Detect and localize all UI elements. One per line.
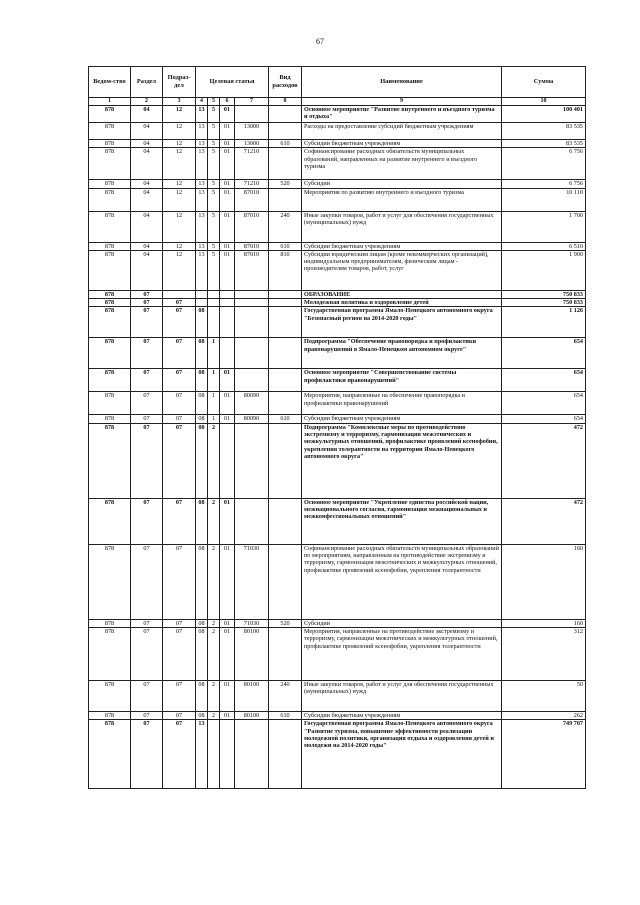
event-code-cell: 01 bbox=[220, 140, 235, 148]
expense-type-cell bbox=[269, 544, 302, 619]
program-code-cell: 13 bbox=[196, 180, 208, 188]
name-cell: Субсидии юридическим лицам (кроме некоммерческих организаций), индивидуальным предпринимателям, физическим лицам - производителям товаров, работ, услуг bbox=[302, 250, 502, 290]
section-cell: 04 bbox=[131, 180, 163, 188]
name-cell: Субсидии бюджетным учреждениям bbox=[302, 140, 502, 148]
subsection-cell: 07 bbox=[163, 544, 196, 619]
expense-type-cell: 810 bbox=[269, 250, 302, 290]
direction-code-cell bbox=[235, 720, 269, 789]
department-cell: 878 bbox=[89, 415, 131, 423]
direction-code-cell: 80100 bbox=[235, 628, 269, 681]
sum-cell: 472 bbox=[502, 423, 586, 498]
column-number-row bbox=[89, 98, 586, 106]
program-code-cell: 08 bbox=[196, 628, 208, 681]
table-row bbox=[89, 250, 586, 290]
expense-type-cell bbox=[269, 720, 302, 789]
name-cell: Иные закупки товаров, работ и услуг для обеспечения государственных (муниципальных) нужд bbox=[302, 211, 502, 242]
department-cell: 878 bbox=[89, 423, 131, 498]
department-cell: 878 bbox=[89, 250, 131, 290]
subprogram-code-cell bbox=[208, 299, 220, 307]
department-cell: 878 bbox=[89, 392, 131, 415]
direction-code-cell bbox=[235, 338, 269, 369]
header-subsection: Подраз-дел bbox=[163, 67, 196, 98]
subprogram-code-cell: 2 bbox=[208, 544, 220, 619]
event-code-cell: 01 bbox=[220, 106, 235, 123]
department-cell: 878 bbox=[89, 369, 131, 392]
table-row bbox=[89, 188, 586, 211]
direction-code-cell: 80090 bbox=[235, 392, 269, 415]
sum-cell: 654 bbox=[502, 369, 586, 392]
column-number: 5 bbox=[208, 98, 220, 106]
table-row bbox=[89, 392, 586, 415]
event-code-cell bbox=[220, 299, 235, 307]
subsection-cell: 07 bbox=[163, 423, 196, 498]
table-row bbox=[89, 544, 586, 619]
expense-type-cell bbox=[269, 628, 302, 681]
program-code-cell: 13 bbox=[196, 123, 208, 140]
subsection-cell: 07 bbox=[163, 392, 196, 415]
program-code-cell: 13 bbox=[196, 720, 208, 789]
subsection-cell: 12 bbox=[163, 242, 196, 250]
page-number: 67 bbox=[316, 37, 324, 46]
direction-code-cell: 71210 bbox=[235, 180, 269, 188]
expense-type-cell: 610 bbox=[269, 242, 302, 250]
column-number: 4 bbox=[196, 98, 208, 106]
subprogram-code-cell: 1 bbox=[208, 415, 220, 423]
table-row bbox=[89, 338, 586, 369]
event-code-cell: 01 bbox=[220, 392, 235, 415]
direction-code-cell: 80090 bbox=[235, 415, 269, 423]
subprogram-code-cell: 5 bbox=[208, 106, 220, 123]
name-cell: Субсидии бюджетным учреждениям bbox=[302, 712, 502, 720]
name-cell: Основное мероприятие "Укрепление единства российской нации, межнационального согласия, гармонизация межнациональных и межконфессиональных отношений" bbox=[302, 498, 502, 544]
section-cell: 07 bbox=[131, 619, 163, 627]
budget-table bbox=[88, 66, 586, 789]
program-code-cell bbox=[196, 290, 208, 298]
name-cell: Подпрограмма "Комплексные меры по противодействию экстремизму и терроризму, гармонизация межэтнических и межкультурных отношений, профилактике проявлений ксенофобии, укрепления толерантности на территории Ямало-Ненецкого автономного округа" bbox=[302, 423, 502, 498]
department-cell: 878 bbox=[89, 188, 131, 211]
direction-code-cell: 13000 bbox=[235, 140, 269, 148]
section-cell: 07 bbox=[131, 307, 163, 338]
sum-cell: 654 bbox=[502, 415, 586, 423]
section-cell: 04 bbox=[131, 123, 163, 140]
program-code-cell: 13 bbox=[196, 140, 208, 148]
department-cell: 878 bbox=[89, 544, 131, 619]
section-cell: 07 bbox=[131, 369, 163, 392]
direction-code-cell: 80100 bbox=[235, 712, 269, 720]
section-cell: 04 bbox=[131, 188, 163, 211]
name-cell: Субсидии бюджетным учреждениям bbox=[302, 242, 502, 250]
column-number: 6 bbox=[220, 98, 235, 106]
table-row bbox=[89, 299, 586, 307]
subsection-cell: 07 bbox=[163, 681, 196, 712]
event-code-cell: 01 bbox=[220, 123, 235, 140]
expense-type-cell: 240 bbox=[269, 211, 302, 242]
subsection-cell: 12 bbox=[163, 180, 196, 188]
name-cell: Молодежная политика и оздоровление детей bbox=[302, 299, 502, 307]
department-cell: 878 bbox=[89, 307, 131, 338]
name-cell: Софинансирование расходных обязательств муниципальных образований, направленных на развитие внутреннего и въездного туризма bbox=[302, 148, 502, 180]
table-row bbox=[89, 123, 586, 140]
program-code-cell: 08 bbox=[196, 415, 208, 423]
name-cell: Подпрограмма "Обеспечение правопорядка и профилактики правонарушений в Ямало-Ненецком автономном округе" bbox=[302, 338, 502, 369]
subsection-cell: 12 bbox=[163, 123, 196, 140]
event-code-cell bbox=[220, 338, 235, 369]
table-row bbox=[89, 369, 586, 392]
subprogram-code-cell: 2 bbox=[208, 423, 220, 498]
table-row bbox=[89, 681, 586, 712]
name-cell: Государственная программа Ямало-Ненецкого автономного округа "Безопасный регион на 2014-2020 годы" bbox=[302, 307, 502, 338]
program-code-cell: 13 bbox=[196, 250, 208, 290]
subsection-cell bbox=[163, 290, 196, 298]
subprogram-code-cell: 2 bbox=[208, 681, 220, 712]
section-cell: 07 bbox=[131, 415, 163, 423]
sum-cell: 83 535 bbox=[502, 140, 586, 148]
name-cell: Мероприятия, направленные на противодействие экстремизму и терроризму, гармонизации межэтнических и межкультурных отношений, профилактике проявлений ксенофобии, укрепления толерантности bbox=[302, 628, 502, 681]
direction-code-cell: 87010 bbox=[235, 188, 269, 211]
sum-cell: 83 535 bbox=[502, 123, 586, 140]
name-cell: Основное мероприятие "Развитие внутреннего и въездного туризма и отдыха" bbox=[302, 106, 502, 123]
subprogram-code-cell: 5 bbox=[208, 242, 220, 250]
event-code-cell: 01 bbox=[220, 250, 235, 290]
subsection-cell: 07 bbox=[163, 712, 196, 720]
event-code-cell: 01 bbox=[220, 211, 235, 242]
subprogram-code-cell: 1 bbox=[208, 369, 220, 392]
program-code-cell: 13 bbox=[196, 242, 208, 250]
name-cell: Основное мероприятие "Совершенствование системы профилактики правонарушений" bbox=[302, 369, 502, 392]
name-cell: Субсидии бюджетным учреждениям bbox=[302, 415, 502, 423]
program-code-cell: 13 bbox=[196, 188, 208, 211]
table-row bbox=[89, 415, 586, 423]
table-row bbox=[89, 307, 586, 338]
subprogram-code-cell: 5 bbox=[208, 250, 220, 290]
table-body bbox=[89, 106, 586, 789]
department-cell: 878 bbox=[89, 211, 131, 242]
section-cell: 04 bbox=[131, 211, 163, 242]
department-cell: 878 bbox=[89, 681, 131, 712]
header-name: Наименование bbox=[302, 67, 502, 98]
name-cell: Расходы на предоставление субсидий бюджетным учреждениям bbox=[302, 123, 502, 140]
event-code-cell: 01 bbox=[220, 415, 235, 423]
section-cell: 07 bbox=[131, 498, 163, 544]
expense-type-cell bbox=[269, 369, 302, 392]
department-cell: 878 bbox=[89, 123, 131, 140]
direction-code-cell: 71030 bbox=[235, 619, 269, 627]
table-header-row bbox=[89, 67, 586, 98]
subsection-cell: 12 bbox=[163, 188, 196, 211]
table-row bbox=[89, 106, 586, 123]
expense-type-cell: 240 bbox=[269, 681, 302, 712]
event-code-cell: 01 bbox=[220, 619, 235, 627]
header-sum: Сумма bbox=[502, 67, 586, 98]
expense-type-cell: 520 bbox=[269, 619, 302, 627]
direction-code-cell: 87010 bbox=[235, 211, 269, 242]
expense-type-cell bbox=[269, 123, 302, 140]
program-code-cell: 08 bbox=[196, 498, 208, 544]
subsection-cell: 07 bbox=[163, 720, 196, 789]
expense-type-cell: 610 bbox=[269, 712, 302, 720]
subsection-cell: 07 bbox=[163, 415, 196, 423]
direction-code-cell: 71030 bbox=[235, 544, 269, 619]
department-cell: 878 bbox=[89, 140, 131, 148]
subprogram-code-cell: 5 bbox=[208, 148, 220, 180]
subprogram-code-cell: 5 bbox=[208, 180, 220, 188]
table-row bbox=[89, 628, 586, 681]
direction-code-cell bbox=[235, 423, 269, 498]
direction-code-cell bbox=[235, 369, 269, 392]
expense-type-cell: 610 bbox=[269, 140, 302, 148]
header-target-article: Целевая статья bbox=[196, 67, 269, 98]
program-code-cell: 08 bbox=[196, 544, 208, 619]
expense-type-cell bbox=[269, 290, 302, 298]
sum-cell: 1 700 bbox=[502, 211, 586, 242]
sum-cell: 100 401 bbox=[502, 106, 586, 123]
event-code-cell bbox=[220, 720, 235, 789]
sum-cell: 160 bbox=[502, 619, 586, 627]
subsection-cell: 07 bbox=[163, 369, 196, 392]
expense-type-cell bbox=[269, 106, 302, 123]
sum-cell: 749 707 bbox=[502, 720, 586, 789]
subprogram-code-cell bbox=[208, 290, 220, 298]
event-code-cell: 01 bbox=[220, 712, 235, 720]
table-row bbox=[89, 423, 586, 498]
subsection-cell: 12 bbox=[163, 250, 196, 290]
program-code-cell: 08 bbox=[196, 681, 208, 712]
event-code-cell bbox=[220, 307, 235, 338]
department-cell: 878 bbox=[89, 106, 131, 123]
header-expense-type: Вид расходов bbox=[269, 67, 302, 98]
name-cell: Субсидии bbox=[302, 180, 502, 188]
column-number: 3 bbox=[163, 98, 196, 106]
program-code-cell: 13 bbox=[196, 106, 208, 123]
sum-cell: 6 510 bbox=[502, 242, 586, 250]
event-code-cell: 01 bbox=[220, 544, 235, 619]
direction-code-cell bbox=[235, 307, 269, 338]
event-code-cell bbox=[220, 423, 235, 498]
column-number: 2 bbox=[131, 98, 163, 106]
subsection-cell: 07 bbox=[163, 619, 196, 627]
name-cell: Мероприятия, направленные на обеспечение правопорядка и профилактики правонарушений bbox=[302, 392, 502, 415]
column-number: 10 bbox=[502, 98, 586, 106]
direction-code-cell bbox=[235, 290, 269, 298]
header-department: Ведом-ство bbox=[89, 67, 131, 98]
table-row bbox=[89, 720, 586, 789]
direction-code-cell: 80100 bbox=[235, 681, 269, 712]
column-number: 9 bbox=[302, 98, 502, 106]
event-code-cell: 01 bbox=[220, 180, 235, 188]
table-row bbox=[89, 148, 586, 180]
subsection-cell: 07 bbox=[163, 299, 196, 307]
sum-cell: 1 126 bbox=[502, 307, 586, 338]
section-cell: 07 bbox=[131, 290, 163, 298]
subprogram-code-cell: 5 bbox=[208, 140, 220, 148]
expense-type-cell bbox=[269, 423, 302, 498]
sum-cell: 750 833 bbox=[502, 290, 586, 298]
section-cell: 07 bbox=[131, 681, 163, 712]
subsection-cell: 07 bbox=[163, 338, 196, 369]
event-code-cell: 01 bbox=[220, 628, 235, 681]
section-cell: 07 bbox=[131, 628, 163, 681]
direction-code-cell: 87010 bbox=[235, 250, 269, 290]
sum-cell: 6 756 bbox=[502, 148, 586, 180]
event-code-cell: 01 bbox=[220, 148, 235, 180]
column-number: 1 bbox=[89, 98, 131, 106]
name-cell: Мероприятия по развитию внутреннего и въездного туризма bbox=[302, 188, 502, 211]
table-row bbox=[89, 712, 586, 720]
table-row bbox=[89, 242, 586, 250]
direction-code-cell: 71210 bbox=[235, 148, 269, 180]
expense-type-cell bbox=[269, 307, 302, 338]
department-cell: 878 bbox=[89, 628, 131, 681]
sum-cell: 750 833 bbox=[502, 299, 586, 307]
department-cell: 878 bbox=[89, 242, 131, 250]
department-cell: 878 bbox=[89, 148, 131, 180]
section-cell: 07 bbox=[131, 338, 163, 369]
department-cell: 878 bbox=[89, 619, 131, 627]
header-section: Раздел bbox=[131, 67, 163, 98]
subprogram-code-cell bbox=[208, 307, 220, 338]
section-cell: 07 bbox=[131, 299, 163, 307]
sum-cell: 50 bbox=[502, 681, 586, 712]
subprogram-code-cell: 2 bbox=[208, 498, 220, 544]
direction-code-cell bbox=[235, 498, 269, 544]
subsection-cell: 07 bbox=[163, 498, 196, 544]
column-number: 8 bbox=[269, 98, 302, 106]
program-code-cell: 08 bbox=[196, 307, 208, 338]
direction-code-cell: 13000 bbox=[235, 123, 269, 140]
department-cell: 878 bbox=[89, 299, 131, 307]
sum-cell: 1 900 bbox=[502, 250, 586, 290]
name-cell: ОБРАЗОВАНИЕ bbox=[302, 290, 502, 298]
section-cell: 04 bbox=[131, 140, 163, 148]
subprogram-code-cell: 2 bbox=[208, 712, 220, 720]
subprogram-code-cell: 2 bbox=[208, 619, 220, 627]
expense-type-cell bbox=[269, 498, 302, 544]
department-cell: 878 bbox=[89, 180, 131, 188]
name-cell: Субсидии bbox=[302, 619, 502, 627]
event-code-cell: 01 bbox=[220, 188, 235, 211]
department-cell: 878 bbox=[89, 498, 131, 544]
subsection-cell: 12 bbox=[163, 140, 196, 148]
section-cell: 07 bbox=[131, 423, 163, 498]
event-code-cell: 01 bbox=[220, 498, 235, 544]
program-code-cell: 08 bbox=[196, 423, 208, 498]
event-code-cell: 01 bbox=[220, 369, 235, 392]
subprogram-code-cell: 1 bbox=[208, 392, 220, 415]
subprogram-code-cell bbox=[208, 720, 220, 789]
program-code-cell: 13 bbox=[196, 211, 208, 242]
section-cell: 07 bbox=[131, 720, 163, 789]
table-row bbox=[89, 290, 586, 298]
sum-cell: 654 bbox=[502, 392, 586, 415]
section-cell: 07 bbox=[131, 712, 163, 720]
direction-code-cell bbox=[235, 106, 269, 123]
table-row bbox=[89, 180, 586, 188]
expense-type-cell bbox=[269, 148, 302, 180]
expense-type-cell bbox=[269, 338, 302, 369]
subprogram-code-cell: 5 bbox=[208, 123, 220, 140]
department-cell: 878 bbox=[89, 720, 131, 789]
program-code-cell bbox=[196, 299, 208, 307]
section-cell: 07 bbox=[131, 392, 163, 415]
program-code-cell: 08 bbox=[196, 619, 208, 627]
program-code-cell: 08 bbox=[196, 712, 208, 720]
subprogram-code-cell: 1 bbox=[208, 338, 220, 369]
direction-code-cell bbox=[235, 299, 269, 307]
sum-cell: 654 bbox=[502, 338, 586, 369]
section-cell: 04 bbox=[131, 106, 163, 123]
sum-cell: 472 bbox=[502, 498, 586, 544]
subsection-cell: 12 bbox=[163, 211, 196, 242]
event-code-cell: 01 bbox=[220, 242, 235, 250]
expense-type-cell bbox=[269, 392, 302, 415]
expense-type-cell bbox=[269, 299, 302, 307]
sum-cell: 312 bbox=[502, 628, 586, 681]
program-code-cell: 13 bbox=[196, 148, 208, 180]
section-cell: 07 bbox=[131, 544, 163, 619]
section-cell: 04 bbox=[131, 148, 163, 180]
table-row bbox=[89, 140, 586, 148]
program-code-cell: 08 bbox=[196, 369, 208, 392]
event-code-cell bbox=[220, 290, 235, 298]
name-cell: Иные закупки товаров, работ и услуг для обеспечения государственных (муниципальных) нужд bbox=[302, 681, 502, 712]
column-number: 7 bbox=[235, 98, 269, 106]
subsection-cell: 12 bbox=[163, 148, 196, 180]
event-code-cell: 01 bbox=[220, 681, 235, 712]
sum-cell: 160 bbox=[502, 544, 586, 619]
subprogram-code-cell: 5 bbox=[208, 188, 220, 211]
name-cell: Государственная программа Ямало-Ненецкого автономного округа "Развитие туризма, повышение эффективности реализации молодежной политики, организация отдыха и оздоровления детей и молодежи на 2014-2020 годы" bbox=[302, 720, 502, 789]
sum-cell: 6 756 bbox=[502, 180, 586, 188]
section-cell: 04 bbox=[131, 250, 163, 290]
subsection-cell: 12 bbox=[163, 106, 196, 123]
subprogram-code-cell: 2 bbox=[208, 628, 220, 681]
expense-type-cell: 610 bbox=[269, 415, 302, 423]
expense-type-cell: 520 bbox=[269, 180, 302, 188]
sum-cell: 10 110 bbox=[502, 188, 586, 211]
subsection-cell: 07 bbox=[163, 307, 196, 338]
department-cell: 878 bbox=[89, 712, 131, 720]
department-cell: 878 bbox=[89, 290, 131, 298]
expense-type-cell bbox=[269, 188, 302, 211]
sum-cell: 262 bbox=[502, 712, 586, 720]
program-code-cell: 08 bbox=[196, 392, 208, 415]
direction-code-cell: 87010 bbox=[235, 242, 269, 250]
subprogram-code-cell: 5 bbox=[208, 211, 220, 242]
table-row bbox=[89, 498, 586, 544]
table-row bbox=[89, 211, 586, 242]
department-cell: 878 bbox=[89, 338, 131, 369]
subsection-cell: 07 bbox=[163, 628, 196, 681]
section-cell: 04 bbox=[131, 242, 163, 250]
table-row bbox=[89, 619, 586, 627]
program-code-cell: 08 bbox=[196, 338, 208, 369]
name-cell: Софинансирование расходных обязательств муниципальных образований по мероприятиям, направленным на противодействие экстремизму и терроризму, гармонизация межэтнических и межкультурных отношений, профилактике проявлений ксенофобии, укрепления толерантности bbox=[302, 544, 502, 619]
